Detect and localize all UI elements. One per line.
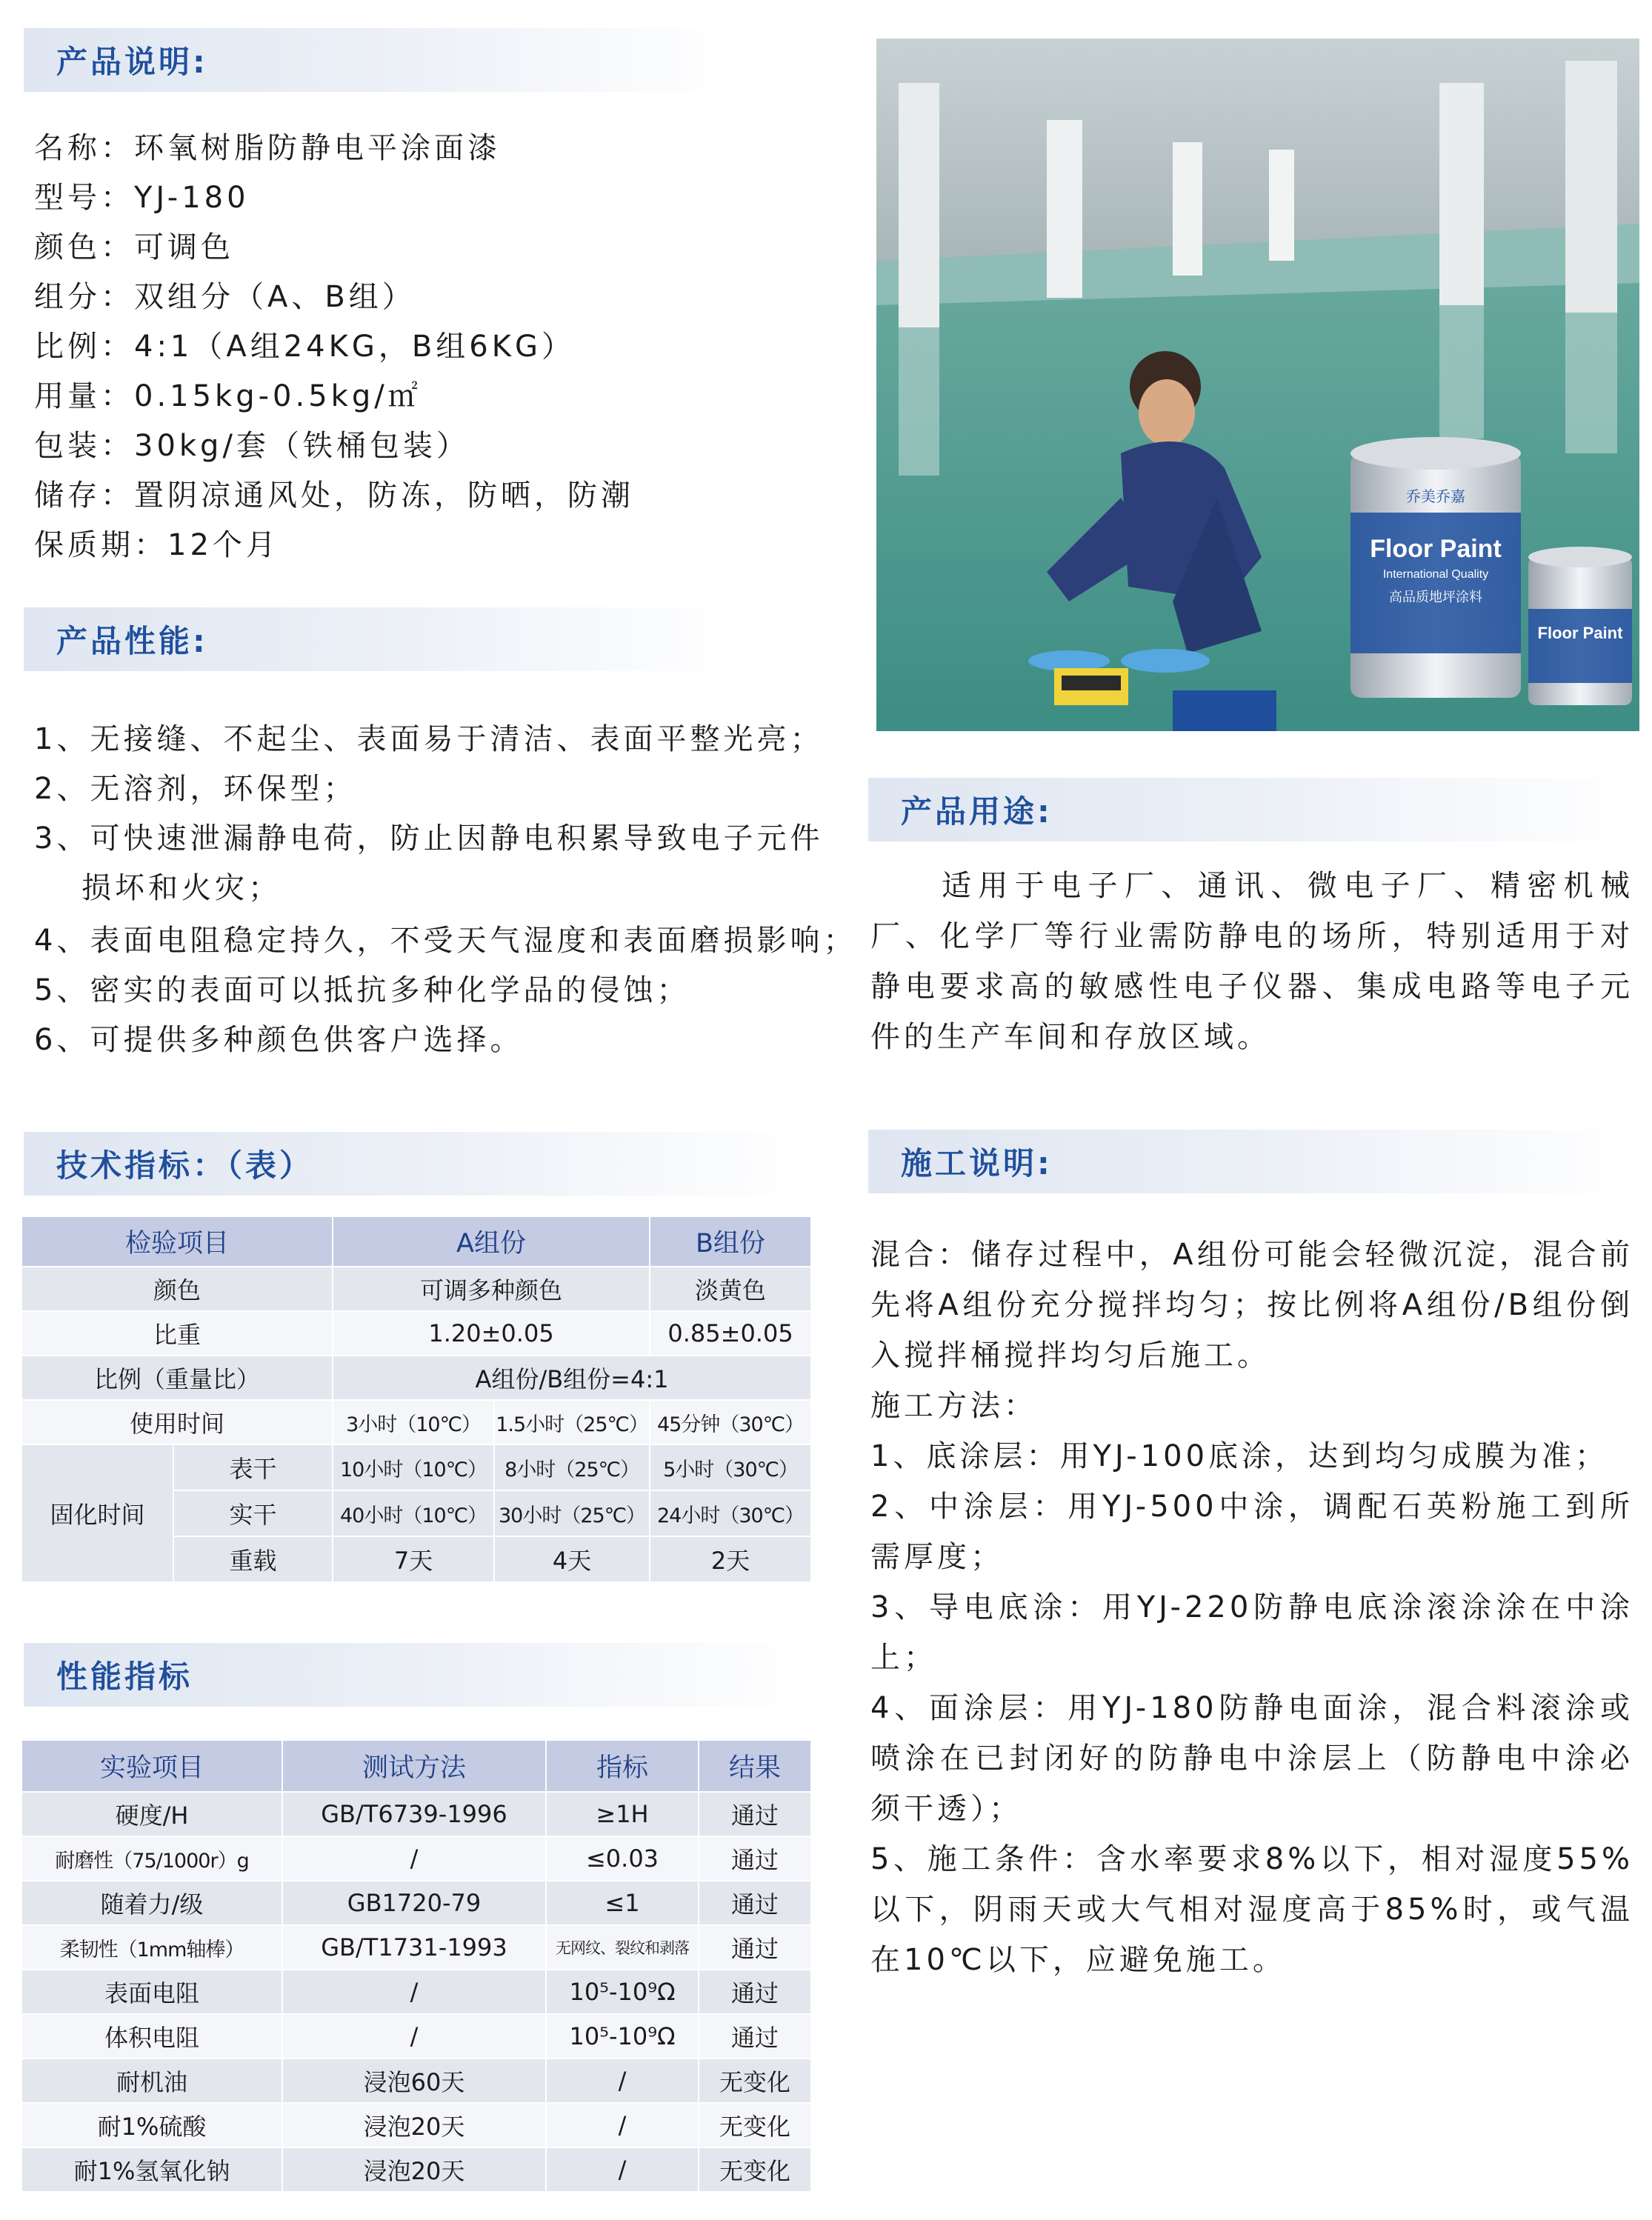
usage-header [868, 778, 1639, 841]
header-index: 指标 [546, 1740, 699, 1792]
mixing-instructions: 混合：储存过程中，A组份可能会轻微沉淀，混合前先将A组份充分搅拌均匀；按比例将A组份/B组份倒入搅拌桶搅拌均匀后施工。 [870, 1238, 1633, 1373]
cell: 耐磨性（75/1000r）g [21, 1836, 282, 1881]
spec-storage: 储存：置阴凉通风处，防冻，防晒，防潮 [34, 479, 634, 513]
cell: 通过 [699, 1881, 811, 1925]
cell: 24小时（30℃） [650, 1490, 811, 1536]
cell: 45分钟（30℃） [650, 1400, 811, 1444]
cell: 淡黄色 [650, 1267, 811, 1311]
cell: 4天 [494, 1536, 650, 1582]
cell: / [546, 2147, 699, 2192]
table-row [21, 2059, 811, 2103]
cell: 通过 [699, 1836, 811, 1881]
cell: GB/T1731-1993 [282, 1925, 546, 1970]
perf-table-title: 性能指标 [56, 1659, 193, 1695]
usage-paragraph: 适用于电子厂、通讯、微电子厂、精密机械厂、化学厂等行业需防静电的场所，特别适用于对静电要求高的敏感性电子仪器、集成电路等电子元件的生产车间和存放区域。 [870, 869, 1633, 1054]
performance-item: 2、无溶剂，环保型； [34, 772, 357, 806]
cell: 表面电阻 [21, 1970, 282, 2014]
cell: 可调多种颜色 [333, 1267, 650, 1311]
cell: 3小时（10℃） [333, 1400, 494, 1444]
construction-step: 2、中涂层：用YJ-500中涂，调配石英粉施工到所需厚度； [870, 1490, 1633, 1574]
spec-ratio: 比例：4:1（A组24KG，B组6KG） [34, 330, 575, 364]
cell: 10小时（10℃） [333, 1444, 494, 1490]
spec-shelf-life: 保质期：12个月 [34, 528, 279, 562]
spec-color: 颜色：可调色 [34, 230, 234, 264]
table-row [21, 1970, 811, 2014]
table-row [21, 2103, 811, 2147]
cell: 0.85±0.05 [650, 1311, 811, 1356]
performance-title: 产品性能: [56, 623, 208, 659]
performance-table [21, 1739, 812, 2193]
cell: 硬度/H [21, 1792, 282, 1836]
spec-name: 名称：环氧树脂防静电平涂面漆 [34, 131, 501, 165]
header-test-method: 测试方法 [282, 1740, 546, 1792]
row-label: 比重 [21, 1311, 333, 1356]
cell: 体积电阻 [21, 2014, 282, 2059]
can-brand: 乔美乔嘉 [1406, 489, 1465, 505]
cell: 5小时（30℃） [650, 1444, 811, 1490]
perf-table-header [24, 1643, 809, 1707]
table-row [21, 1925, 811, 1970]
table-row [21, 1792, 811, 1836]
cell: 无变化 [699, 2103, 811, 2147]
cell: / [282, 1970, 546, 2014]
spec-packaging: 包装：30kg/套（铁桶包装） [34, 429, 470, 463]
performance-item: 4、表面电阻稳定持久，不受天气湿度和表面磨损影响； [34, 924, 857, 958]
cell: 通过 [699, 2014, 811, 2059]
construction-step: 4、面涂层：用YJ-180防静电面涂，混合料滚涂或喷涂在已封闭好的防静电中涂层上（防静电中涂必须干透）； [870, 1691, 1633, 1826]
usage-title: 产品用途: [901, 793, 1053, 830]
cell: 柔韧性（1mm轴棒） [21, 1925, 282, 1970]
cell: 浸泡20天 [282, 2147, 546, 2192]
can-subtitle: International Quality [1382, 568, 1489, 581]
table-row [21, 1881, 811, 1925]
cell: 通过 [699, 1792, 811, 1836]
header-test-item: 实验项目 [21, 1740, 282, 1792]
cell: 浸泡20天 [282, 2103, 546, 2147]
spec-dosage: 用量：0.15kg-0.5kg/㎡ [34, 379, 422, 413]
header-result: 结果 [699, 1740, 811, 1792]
cell: 1.5小时（25℃） [494, 1400, 650, 1444]
cell: 耐机油 [21, 2059, 282, 2103]
row-label: 使用时间 [21, 1400, 333, 1444]
cell: ≤1 [546, 1881, 699, 1925]
cell: 耐1%硫酸 [21, 2103, 282, 2147]
cell: ≥1H [546, 1792, 699, 1836]
cell: 通过 [699, 1925, 811, 1970]
row-label-cure: 固化时间 [21, 1444, 173, 1582]
spec-model: 型号：YJ-180 [34, 181, 250, 215]
cell: 30小时（25℃） [494, 1490, 650, 1536]
can-small-title: Floor Paint [1537, 624, 1623, 642]
cell: 8小时（25℃） [494, 1444, 650, 1490]
row-sublabel: 重载 [173, 1536, 333, 1582]
cell: / [282, 1836, 546, 1881]
performance-item: 1、无接缝、不起尘、表面易于清洁、表面平整光亮； [34, 722, 824, 756]
row-sublabel: 表干 [173, 1444, 333, 1490]
tech-spec-table [21, 1216, 812, 1583]
cell: / [546, 2103, 699, 2147]
cell: 耐1%氢氧化钠 [21, 2147, 282, 2192]
cell: / [282, 2014, 546, 2059]
cell: 随着力/级 [21, 1881, 282, 1925]
construction-header [868, 1130, 1639, 1193]
table-row [21, 1836, 811, 1881]
can-label: 高品质地坪涂料 [1389, 590, 1482, 605]
cell: 通过 [699, 1970, 811, 2014]
cell: GB/T6739-1996 [282, 1792, 546, 1836]
row-label: 颜色 [21, 1267, 333, 1311]
construction-body [870, 1230, 1633, 1985]
cell: 10⁵-10⁹Ω [546, 2014, 699, 2059]
cell: 无网纹、裂纹和剥落 [546, 1925, 699, 1970]
cell: 1.20±0.05 [333, 1311, 650, 1356]
performance-header [24, 607, 735, 671]
floor-scene-image [876, 39, 1639, 731]
cell: 无变化 [699, 2059, 811, 2103]
cell: 40小时（10℃） [333, 1490, 494, 1536]
row-sublabel: 实干 [173, 1490, 333, 1536]
construction-step: 1、底涂层：用YJ-100底涂，达到均匀成膜为准； [870, 1439, 1609, 1473]
construction-title: 施工说明: [901, 1145, 1053, 1181]
cell: / [546, 2059, 699, 2103]
performance-item: 3、可快速泄漏静电荷，防止因静电积累导致电子元件 [34, 821, 824, 856]
tech-table-title: 技术指标：（表） [56, 1147, 314, 1184]
cell: 7天 [333, 1536, 494, 1582]
description-title: 产品说明: [56, 44, 208, 80]
header-component-a: A组份 [333, 1216, 650, 1267]
cell: 无变化 [699, 2147, 811, 2192]
cell: A组份/B组份=4:1 [333, 1356, 811, 1400]
cell: 浸泡60天 [282, 2059, 546, 2103]
spec-components: 组分：双组分（A、B组） [34, 280, 416, 314]
can-title: Floor Paint [1370, 535, 1502, 563]
method-title: 施工方法： [870, 1389, 1037, 1423]
table-row [21, 2014, 811, 2059]
header-item: 检验项目 [21, 1216, 333, 1267]
performance-item: 5、密实的表面可以抵抗多种化学品的侵蚀； [34, 973, 690, 1007]
cell: 10⁵-10⁹Ω [546, 1970, 699, 2014]
construction-step: 3、导电底涂：用YJ-220防静电底涂滚涂涂在中涂上； [870, 1590, 1633, 1675]
cell: ≤0.03 [546, 1836, 699, 1881]
description-header [24, 28, 735, 92]
construction-step: 5、施工条件：含水率要求8%以下，相对湿度55%以下，阴雨天或大气相对湿度高于85%时，或气温在10℃以下，应避免施工。 [870, 1842, 1633, 1977]
tech-table-header [24, 1132, 809, 1196]
cell: GB1720-79 [282, 1881, 546, 1925]
usage-text [870, 861, 1633, 1062]
table-row [21, 2147, 811, 2192]
row-label: 比例（重量比） [21, 1356, 333, 1400]
product-photo [876, 39, 1639, 731]
performance-item: 6、可提供多种颜色供客户选择。 [34, 1023, 524, 1057]
header-component-b: B组份 [650, 1216, 811, 1267]
cell: 2天 [650, 1536, 811, 1582]
performance-item-continued: 损坏和火灾； [81, 871, 282, 905]
